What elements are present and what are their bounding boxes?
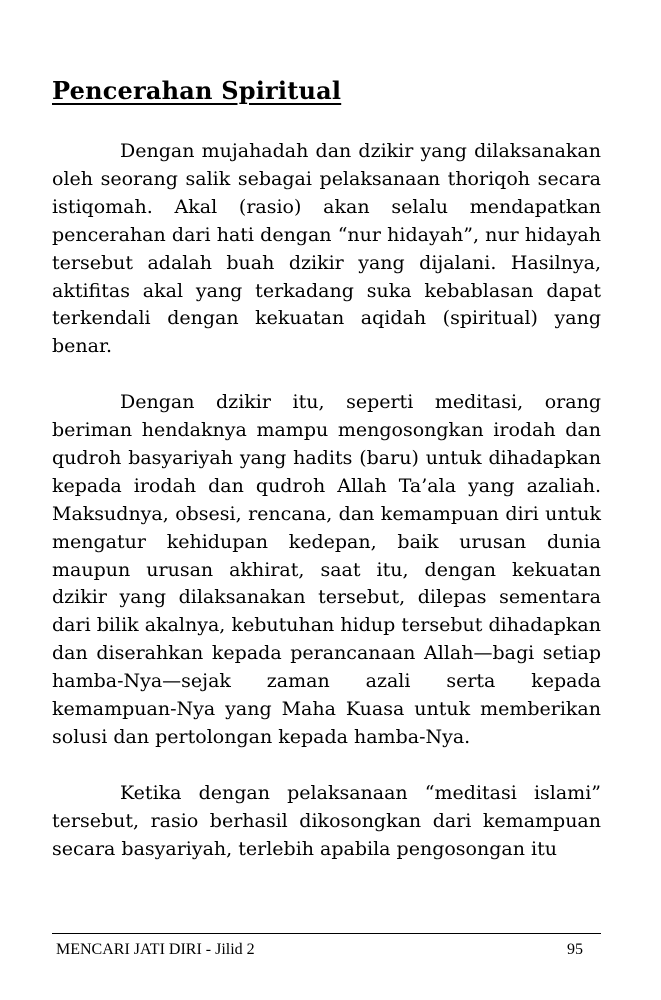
running-footer-title: MENCARI JATI DIRI - Jilid 2	[56, 941, 255, 958]
paragraph-2: Dengan dzikir itu, seperti meditasi, orang beriman hendaknya mampu mengosongkan irodah dan qudroh basyariyah yang hadits (baru) untuk dihadapkan kepada irodah dan qudroh Allah Ta’ala yang azaliah. Maksudnya, obsesi, rencana, dan kemampuan diri untuk mengatur kehidupan kedepan, baik urusan dunia maupun urusan akhirat, saat itu, dengan kekuatan dzikir yang dilaksanakan tersebut, dilepas sementara dari bilik akalnya, kebutuhan hidup tersebut dihadapkan dan diserahkan kepada perancanaan Allah—bagi setiap hamba-Nya—sejak zaman azali serta kepada kemampuan-Nya yang Maha Kuasa untuk memberikan solusi dan pertolongan kepada hamba-Nya.	[52, 391, 601, 749]
paragraph-3: Ketika dengan pelaksanaan “meditasi islami” tersebut, rasio berhasil dikosongkan dari kemampuan secara basyariyah, terlebih apabila pengosongan itu	[52, 781, 601, 860]
section-heading: Pencerahan Spiritual	[52, 76, 342, 105]
page-number: 95	[567, 941, 583, 958]
body-text	[52, 138, 601, 864]
paragraph-1: Dengan mujahadah dan dzikir yang dilaksanakan oleh seorang salik sebagai pelaksanaan thoriqoh secara istiqomah. Akal (rasio) akan selalu mendapatkan pencerahan dari hati dengan “nur hidayah”, nur hidayah tersebut adalah buah dzikir yang dijalani. Hasilnya, aktifitas akal yang terkadang suka kebablasan dapat terkendali dengan kekuatan aqidah (spiritual) yang benar.	[52, 140, 601, 358]
page-footer	[52, 933, 601, 958]
